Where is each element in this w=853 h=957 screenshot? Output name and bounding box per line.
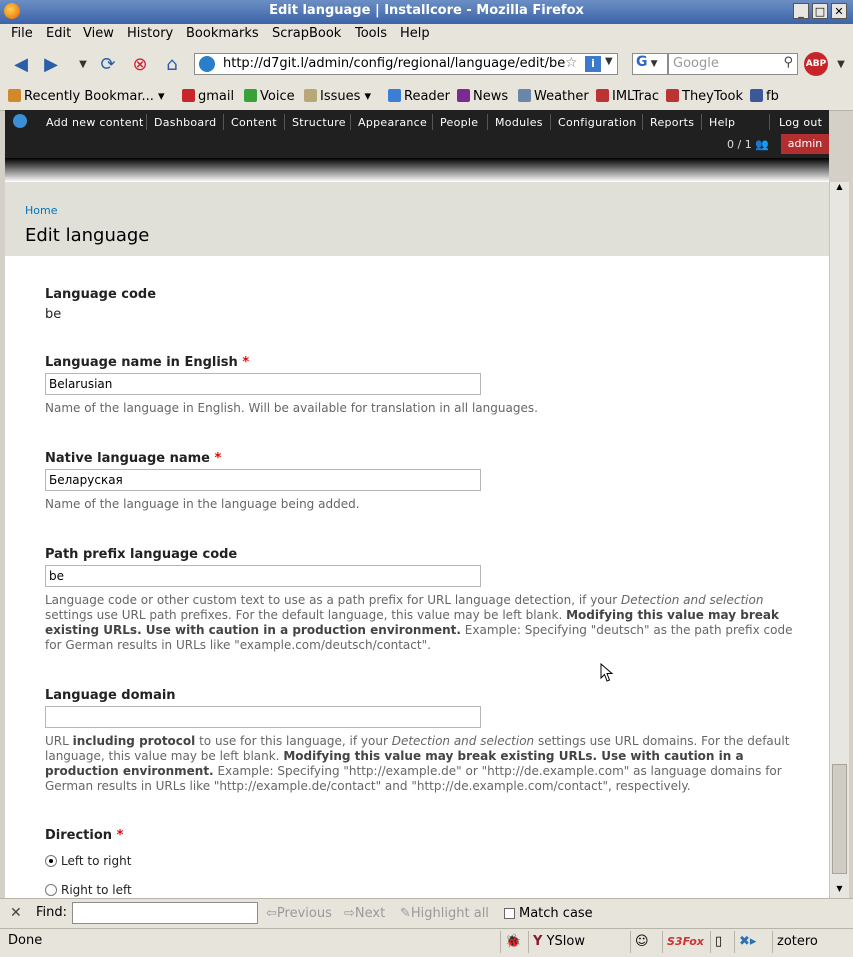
- toolbar-separator: [487, 114, 488, 130]
- toolbar-people[interactable]: People: [440, 116, 479, 129]
- site-favicon-icon: [199, 56, 215, 72]
- path-prefix-input[interactable]: be: [45, 565, 481, 587]
- menu-bar: [0, 24, 853, 47]
- find-close-icon[interactable]: ✕: [10, 905, 22, 921]
- find-bar: [0, 898, 853, 929]
- back-icon[interactable]: ◀: [14, 54, 28, 75]
- home-icon[interactable]: ⌂: [166, 54, 178, 75]
- bookmark-reader[interactable]: Reader: [388, 89, 450, 104]
- native-language-name-label: Native language name *: [45, 451, 222, 466]
- menu-help[interactable]: Help: [400, 26, 430, 41]
- language-domain-description: URL including protocol to use for this language, if your Detection and selection settings use URL domains. For the default language, this value may be left blank. Modifying this value may break existing URLs. Use with caution in a production environment. Example: Specifying "http://example.de" or "http://de.example.com" as language domains for German results in URLs like "http://example.de/contact" and "http://de.example.com/contact", respectively.: [45, 734, 790, 793]
- users-online-counter: 0 / 1 👥: [727, 138, 769, 151]
- menu-edit[interactable]: Edit: [46, 26, 72, 41]
- weather-icon: [518, 89, 531, 102]
- find-label: Find:: [36, 905, 68, 920]
- bookmark-gmail[interactable]: gmail: [182, 89, 234, 104]
- language-name-english-input[interactable]: Belarusian: [45, 373, 481, 395]
- bookmark-recently-bookmarked[interactable]: Recently Bookmar... ▾: [8, 89, 165, 104]
- bookmarks-toolbar: [0, 84, 853, 111]
- toolbar-shadow: [5, 158, 829, 182]
- match-case-label[interactable]: Match case: [519, 906, 593, 921]
- required-marker: *: [214, 451, 222, 466]
- toolbar-separator: [350, 114, 351, 130]
- xmarks-icon[interactable]: ✖▸: [734, 931, 773, 953]
- toolbar-separator: [284, 114, 285, 130]
- highlighter-icon: ✎: [400, 906, 411, 921]
- direction-rtl-label[interactable]: Right to left: [61, 883, 132, 897]
- language-code-label: Language code: [45, 287, 157, 302]
- search-placeholder: Google: [673, 56, 719, 71]
- toolbar-separator: [701, 114, 702, 130]
- native-language-name-input[interactable]: Беларуская: [45, 469, 481, 491]
- toolbar-dashboard[interactable]: Dashboard: [154, 116, 217, 129]
- path-prefix-label: Path prefix language code: [45, 547, 238, 562]
- toolbar-separator: [642, 114, 643, 130]
- s3fox-button[interactable]: S3Fox: [662, 931, 709, 953]
- arrow-right-icon: ⇨: [344, 906, 355, 921]
- voice-icon: [244, 89, 257, 102]
- toolbar-configuration[interactable]: Configuration: [558, 116, 637, 129]
- toolbar-separator: [769, 114, 770, 130]
- paw-icon: [596, 89, 609, 102]
- direction-ltr-label[interactable]: Left to right: [61, 854, 132, 868]
- reload-icon[interactable]: ⟳: [100, 54, 116, 75]
- scroll-down-icon[interactable]: ▼: [836, 884, 843, 893]
- direction-rtl-radio[interactable]: [45, 884, 57, 896]
- scroll-up-icon[interactable]: ▲: [836, 182, 843, 191]
- notes-icon[interactable]: ▯: [710, 931, 735, 953]
- required-marker: *: [116, 828, 124, 843]
- required-marker: *: [242, 355, 250, 370]
- toolbar-separator: [432, 114, 433, 130]
- breadcrumb-home[interactable]: Home: [25, 204, 58, 217]
- toolbar-appearance[interactable]: Appearance: [358, 116, 428, 129]
- folder-icon: [8, 89, 21, 102]
- bookmark-news[interactable]: News: [457, 89, 508, 104]
- search-icon[interactable]: ⚲: [783, 55, 793, 70]
- language-name-english-label: Language name in English *: [45, 355, 250, 370]
- toolbar-separator: [223, 114, 224, 130]
- native-language-name-description: Name of the language in the language being added.: [45, 497, 360, 511]
- find-previous-button[interactable]: ⇦Previous: [266, 906, 332, 921]
- language-domain-input[interactable]: [45, 706, 481, 728]
- bookmark-voice[interactable]: Voice: [244, 89, 295, 104]
- menu-view[interactable]: View: [83, 26, 114, 41]
- page-title: Edit language: [25, 225, 150, 246]
- bookmark-theytook[interactable]: TheyTook: [666, 89, 743, 104]
- arrow-left-icon: ⇦: [266, 906, 277, 921]
- paw-icon: [666, 89, 679, 102]
- toolbar-content[interactable]: Content: [231, 116, 277, 129]
- language-name-english-description: Name of the language in English. Will be available for translation in all languages.: [45, 401, 538, 415]
- toolbar-add-new-content[interactable]: Add new content: [46, 116, 144, 129]
- status-text: Done: [8, 933, 43, 948]
- toolbar-help[interactable]: Help: [709, 116, 736, 129]
- toolbar-reports[interactable]: Reports: [650, 116, 695, 129]
- admin-user-link[interactable]: admin: [781, 134, 829, 154]
- stop-icon[interactable]: ⊗: [132, 54, 148, 75]
- toolbar-structure[interactable]: Structure: [292, 116, 346, 129]
- menu-scrapbook[interactable]: ScrapBook: [272, 26, 342, 41]
- forward-icon[interactable]: ▶: [44, 54, 58, 75]
- facebook-icon: [750, 89, 763, 102]
- history-dropdown-icon[interactable]: ▼: [79, 59, 87, 70]
- direction-ltr-radio[interactable]: [45, 855, 57, 867]
- gmail-icon: [182, 89, 195, 102]
- find-next-button[interactable]: ⇨Next: [344, 906, 386, 921]
- search-engine-label: G: [636, 54, 648, 70]
- find-highlight-all-button[interactable]: ✎Highlight all: [400, 906, 489, 921]
- navigation-toolbar: [0, 46, 853, 85]
- status-bar: [0, 928, 853, 957]
- search-input[interactable]: [668, 53, 798, 75]
- bookmark-weather[interactable]: Weather: [518, 89, 589, 104]
- minimize-button[interactable]: _: [793, 3, 809, 19]
- folder-icon: [304, 89, 317, 102]
- bookmark-issues[interactable]: Issues ▾: [304, 89, 371, 104]
- direction-label: Direction *: [45, 828, 124, 843]
- drupal-logo-icon[interactable]: [13, 114, 27, 128]
- search-engine-selector[interactable]: G ▼: [632, 53, 668, 75]
- match-case-checkbox[interactable]: [504, 908, 515, 919]
- url-text[interactable]: http://d7git.l/admin/config/regional/language/edit/be: [223, 56, 566, 71]
- bookmark-star-icon[interactable]: ☆: [565, 55, 578, 71]
- toolbar-log-out[interactable]: Log out: [779, 116, 823, 129]
- page-content: [5, 182, 829, 898]
- adblock-plus-icon[interactable]: ABP: [804, 52, 828, 76]
- info-icon[interactable]: i: [585, 56, 601, 72]
- yahoo-icon: [457, 89, 470, 102]
- language-domain-label: Language domain: [45, 688, 176, 703]
- toolbar-separator: [146, 114, 147, 130]
- menu-tools[interactable]: Tools: [355, 26, 388, 41]
- yslow-icon: Y: [533, 934, 543, 949]
- page-header: [5, 182, 829, 256]
- yslow-button[interactable]: Y YSlow: [528, 931, 625, 953]
- window-title: Edit language | Installcore - Mozilla Firefox: [269, 3, 584, 18]
- mouse-cursor-icon: [600, 663, 614, 683]
- toolbar-modules[interactable]: Modules: [495, 116, 543, 129]
- reader-icon: [388, 89, 401, 102]
- vertical-scrollbar[interactable]: [829, 182, 849, 898]
- url-bar[interactable]: [194, 53, 618, 75]
- users-icon: 👥: [755, 138, 769, 151]
- firebug-icon[interactable]: 🐞: [500, 931, 529, 953]
- url-dropdown-icon[interactable]: ▼: [605, 56, 613, 67]
- greasemonkey-icon[interactable]: ☺: [630, 931, 661, 953]
- bookmark-imltrac[interactable]: IMLTrac: [596, 89, 659, 104]
- path-prefix-description: Language code or other custom text to use as a path prefix for URL language detection, if your Detection and selection settings use URL path prefixes. For the default language, this value may be left blank. Modifying this value may break existing URLs. Use with caution in a production environment. Example: Specifying "deutsch" as the path prefix code for German results in URLs like "example.com/deutsch/contact".: [45, 593, 793, 652]
- abp-dropdown-icon[interactable]: ▼: [837, 59, 845, 70]
- menu-history[interactable]: History: [127, 26, 174, 41]
- toolbar-separator: [550, 114, 551, 130]
- close-button[interactable]: ✕: [831, 3, 847, 19]
- maximize-button[interactable]: □: [812, 3, 828, 19]
- language-code-value: be: [45, 307, 62, 322]
- menu-bookmarks[interactable]: Bookmarks: [186, 26, 259, 41]
- scrollbar-thumb[interactable]: [832, 764, 847, 874]
- drupal-admin-toolbar: [5, 110, 829, 158]
- menu-file[interactable]: File: [11, 26, 33, 41]
- zotero-button[interactable]: zotero: [772, 931, 833, 953]
- find-input[interactable]: [72, 902, 258, 924]
- window-titlebar: [0, 0, 853, 24]
- bookmark-fb[interactable]: fb: [750, 89, 779, 104]
